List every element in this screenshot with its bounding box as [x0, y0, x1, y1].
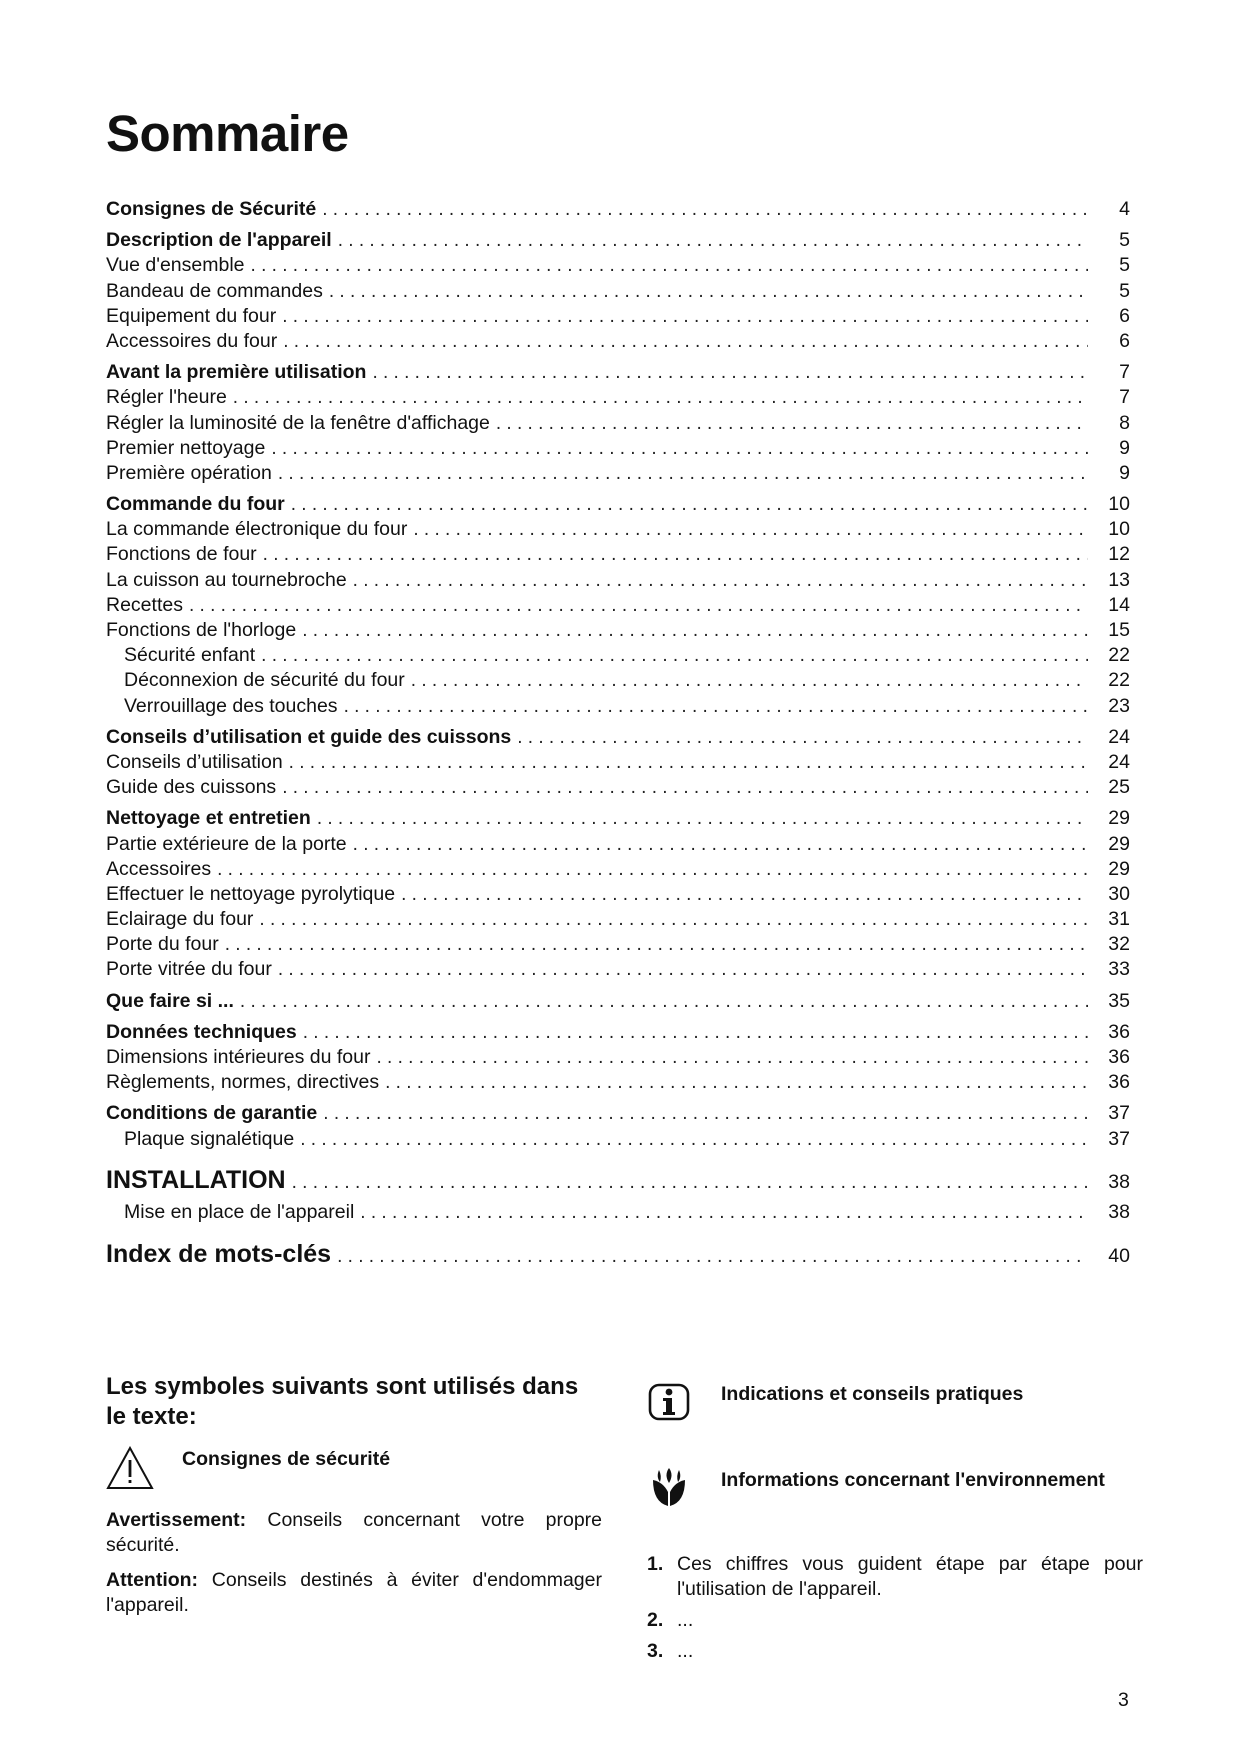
info-label: Indications et conseils pratiques: [721, 1383, 1024, 1405]
toc-entry[interactable]: [106, 542, 1130, 567]
toc-entry-label: Conseils d’utilisation et guide des cuissons: [106, 725, 512, 748]
toc-entry-page: 15: [1108, 619, 1130, 641]
toc-entry[interactable]: [106, 643, 1130, 668]
toc-leader-dots: [302, 618, 1088, 643]
page-title: Sommaire: [106, 105, 349, 162]
toc-entry[interactable]: [106, 989, 1130, 1014]
toc-entry-label: Fonctions de four: [106, 543, 257, 566]
toc-entry[interactable]: [106, 1127, 1130, 1152]
toc-entry[interactable]: [106, 1238, 1130, 1270]
toc-entry-label: Avant la première utilisation: [106, 361, 367, 384]
toc-entry-label: Porte vitrée du four: [106, 958, 272, 981]
toc-entry-label: Conseils d’utilisation: [106, 750, 283, 773]
toc-entry-page: 33: [1108, 958, 1130, 981]
toc-leader-dots: [271, 436, 1088, 461]
toc-leader-dots: [289, 750, 1088, 775]
toc-leader-dots: [323, 1101, 1088, 1126]
toc-leader-dots: [282, 304, 1088, 329]
toc-entry-page: 24: [1108, 725, 1130, 748]
toc-entry[interactable]: [106, 932, 1130, 957]
toc-entry[interactable]: [106, 1020, 1130, 1045]
step-number: 2.: [647, 1609, 664, 1631]
toc-entry-page: 35: [1108, 989, 1130, 1012]
toc-entry-label: Régler la luminosité de la fenêtre d'affichage: [106, 411, 490, 434]
toc-entry-label: Eclairage du four: [106, 908, 254, 931]
toc-entry[interactable]: [106, 1101, 1130, 1126]
toc-entry[interactable]: [106, 385, 1130, 410]
toc-entry-page: 25: [1108, 776, 1130, 799]
toc-entry-label: Recettes: [106, 593, 183, 616]
toc-entry-label: Sécurité enfant: [124, 644, 256, 667]
toc-entry-label: Que faire si ...: [106, 989, 234, 1012]
toc-entry-page: 5: [1119, 254, 1130, 277]
toc-entry-page: 37: [1108, 1127, 1130, 1150]
toc-leader-dots: [376, 1045, 1088, 1070]
toc-entry-label: Conditions de garantie: [106, 1102, 318, 1125]
toc-leader-dots: [261, 643, 1088, 668]
toc-leader-dots: [240, 989, 1088, 1014]
attention-paragraph: [106, 1568, 602, 1618]
toc-entry[interactable]: [106, 882, 1130, 907]
step-text: ...: [677, 1609, 694, 1631]
toc-leader-dots: [517, 725, 1088, 750]
toc-entry[interactable]: [106, 857, 1130, 882]
toc-leader-dots: [496, 411, 1088, 436]
toc-entry[interactable]: [106, 1070, 1130, 1095]
toc-entry[interactable]: [106, 725, 1130, 750]
toc-entry[interactable]: [106, 279, 1130, 304]
toc-entry-page: 29: [1108, 832, 1130, 855]
safety-label: Consignes de sécurité: [182, 1448, 391, 1470]
toc-entry-label: Vue d'ensemble: [106, 254, 245, 277]
toc-entry-page: 10: [1108, 518, 1130, 541]
toc-entry[interactable]: [106, 436, 1130, 461]
toc-leader-dots: [353, 568, 1088, 593]
toc-entry-label: Effectuer le nettoyage pyrolytique: [106, 882, 396, 905]
toc-entry[interactable]: [106, 806, 1130, 831]
step-item: [647, 1608, 1143, 1633]
toc-entry-label: Plaque signalétique: [124, 1127, 295, 1150]
toc-entry[interactable]: [106, 461, 1130, 486]
toc-entry[interactable]: [106, 253, 1130, 278]
toc-entry-label: Bandeau de commandes: [106, 279, 323, 302]
toc-entry-page: 38: [1108, 1170, 1130, 1193]
toc-leader-dots: [251, 253, 1088, 278]
toc-entry-page: 29: [1108, 807, 1130, 830]
toc-entry-label: Accessoires du four: [106, 329, 278, 352]
toc-leader-dots: [322, 197, 1088, 222]
warning-triangle-icon: [106, 1446, 154, 1490]
toc-entry[interactable]: [106, 360, 1130, 385]
step-number: 3.: [647, 1640, 664, 1662]
toc-entry-label: Index de mots-clés: [106, 1239, 332, 1268]
toc-leader-dots: [329, 279, 1088, 304]
toc-leader-dots: [360, 1197, 1088, 1229]
toc-entry-page: 6: [1119, 329, 1130, 352]
toc-leader-dots: [344, 694, 1088, 719]
toc-entry[interactable]: [106, 568, 1130, 593]
toc-entry-label: Partie extérieure de la porte: [106, 832, 347, 855]
environment-row: [647, 1466, 1143, 1552]
toc-entry-page: 37: [1108, 1102, 1130, 1125]
toc-entry-label: Verrouillage des touches: [124, 694, 338, 717]
toc-entry-page: 24: [1108, 750, 1130, 773]
toc-entry[interactable]: [106, 907, 1130, 932]
toc-entry[interactable]: [106, 492, 1130, 517]
symbols-legend: [106, 1372, 602, 1628]
toc-entry[interactable]: [106, 832, 1130, 857]
toc-entry[interactable]: [106, 329, 1130, 354]
toc-leader-dots: [372, 360, 1088, 385]
toc-entry-page: 7: [1119, 386, 1130, 409]
toc-leader-dots: [291, 492, 1088, 517]
toc-leader-dots: [401, 882, 1088, 907]
toc-leader-dots: [303, 1020, 1088, 1045]
toc-leader-dots: [259, 907, 1088, 932]
toc-leader-dots: [282, 775, 1088, 800]
toc-entry-label: Nettoyage et entretien: [106, 807, 311, 830]
toc-leader-dots: [317, 806, 1088, 831]
toc-entry[interactable]: [106, 1164, 1130, 1196]
warning-paragraph: [106, 1508, 602, 1558]
toc-entry-page: 30: [1108, 882, 1130, 905]
toc-entry-page: 40: [1108, 1244, 1130, 1267]
toc-entry-page: 29: [1108, 857, 1130, 880]
toc-entry-page: 9: [1119, 461, 1130, 484]
toc-leader-dots: [217, 857, 1088, 882]
toc-entry-page: 36: [1108, 1020, 1130, 1043]
toc-entry-page: 22: [1108, 669, 1130, 692]
toc-entry-page: 36: [1108, 1071, 1130, 1094]
toc-entry-label: La commande électronique du four: [106, 518, 408, 541]
toc-entry-label: Données techniques: [106, 1020, 297, 1043]
toc-leader-dots: [278, 461, 1088, 486]
toc-leader-dots: [278, 957, 1088, 982]
toc-leader-dots: [413, 517, 1088, 542]
environment-label: Informations concernant l'environnement: [721, 1469, 1105, 1491]
toc-entry-page: 8: [1119, 411, 1130, 434]
toc-entry[interactable]: [106, 517, 1130, 542]
environment-flower-icon: [647, 1466, 691, 1510]
toc-entry[interactable]: [106, 1196, 1130, 1228]
toc-entry[interactable]: [106, 1045, 1130, 1070]
toc-leader-dots: [233, 385, 1088, 410]
steps-list: [647, 1552, 1143, 1664]
toc-entry[interactable]: [106, 411, 1130, 436]
toc-entry-label: Fonctions de l'horloge: [106, 619, 297, 641]
toc-entry-label: Accessoires: [106, 857, 212, 880]
toc-entry-page: 22: [1108, 644, 1130, 667]
attention-text: Conseils destinés à éviter d'endommager l'appareil.: [106, 1569, 602, 1616]
step-text: ...: [677, 1640, 694, 1662]
toc-entry-page: 14: [1108, 593, 1130, 616]
legend-heading: Les symboles suivants sont utilisés dans le texte:: [106, 1373, 579, 1430]
toc-entry-label: Dimensions intérieures du four: [106, 1046, 371, 1068]
toc-entry[interactable]: [106, 197, 1130, 222]
toc-entry-label: La cuisson au tournebroche: [106, 568, 347, 591]
toc-entry-page: 31: [1108, 908, 1130, 931]
toc-leader-dots: [338, 228, 1088, 253]
toc-entry-page: 6: [1119, 304, 1130, 327]
toc-entry-label: Equipement du four: [106, 304, 277, 327]
info-icon: [647, 1380, 691, 1424]
toc-entry-label: Régler l'heure: [106, 386, 227, 409]
toc-entry-label: Guide des cuissons: [106, 776, 277, 799]
toc-entry-page: 13: [1108, 568, 1130, 591]
toc-entry[interactable]: [106, 668, 1130, 693]
toc-entry-page: 36: [1108, 1046, 1130, 1068]
toc-entry-label: Porte du four: [106, 933, 219, 956]
toc-leader-dots: [225, 932, 1088, 957]
step-text: Ces chiffres vous guident étape par étape pour l'utilisation de l'appareil.: [677, 1553, 1143, 1600]
toc-entry-page: 10: [1108, 493, 1130, 516]
toc-entry-page: 5: [1119, 229, 1130, 252]
symbols-legend-right: [647, 1380, 1143, 1670]
toc-entry[interactable]: [106, 694, 1130, 719]
toc-leader-dots: [263, 542, 1088, 567]
toc-entry-label: Premier nettoyage: [106, 436, 266, 459]
toc-entry-page: 4: [1119, 198, 1130, 220]
toc-leader-dots: [189, 593, 1088, 618]
toc-leader-dots: [300, 1127, 1088, 1152]
toc-leader-dots: [385, 1070, 1088, 1095]
toc-entry-label: Description de l'appareil: [106, 229, 332, 252]
toc-entry-label: Commande du four: [106, 493, 285, 516]
toc-entry-label: Consignes de Sécurité: [106, 198, 317, 220]
toc-entry-page: 7: [1119, 361, 1130, 384]
step-item: [647, 1552, 1143, 1602]
page-number: 3: [1118, 1689, 1129, 1711]
attention-term: Attention:: [106, 1569, 199, 1591]
step-item: [647, 1639, 1143, 1664]
toc-entry[interactable]: [106, 750, 1130, 775]
toc-entry-page: 9: [1119, 436, 1130, 459]
toc-entry-page: 32: [1108, 933, 1130, 956]
toc-entry-label: INSTALLATION: [106, 1165, 286, 1194]
toc-entry-label: Déconnexion de sécurité du four: [124, 669, 405, 692]
toc-entry-label: Première opération: [106, 461, 272, 484]
toc-entry[interactable]: [106, 228, 1130, 253]
toc-entry[interactable]: [106, 775, 1130, 800]
warning-text: Conseils concernant votre propre sécurité.: [106, 1509, 602, 1556]
toc-leader-dots: [353, 832, 1088, 857]
toc-leader-dots: [283, 329, 1088, 354]
toc-entry-label: Mise en place de l'appareil: [124, 1200, 355, 1223]
toc-entry-label: Règlements, normes, directives: [106, 1071, 380, 1094]
toc-entry[interactable]: [106, 957, 1130, 982]
info-row: [647, 1380, 1143, 1466]
toc-entry-page: 23: [1108, 694, 1130, 717]
step-number: 1.: [647, 1553, 664, 1575]
toc-entry-page: 12: [1108, 543, 1130, 566]
warning-term: Avertissement:: [106, 1509, 247, 1531]
toc-entry[interactable]: [106, 593, 1130, 618]
toc-entry[interactable]: [106, 618, 1130, 643]
toc-entry-page: 38: [1108, 1200, 1130, 1223]
toc-entry[interactable]: [106, 304, 1130, 329]
table-of-contents: [106, 197, 1130, 1270]
toc-leader-dots: [337, 1241, 1088, 1273]
toc-entry-page: 5: [1119, 279, 1130, 302]
toc-leader-dots: [411, 668, 1088, 693]
safety-row: [106, 1446, 602, 1508]
toc-leader-dots: [292, 1167, 1088, 1199]
